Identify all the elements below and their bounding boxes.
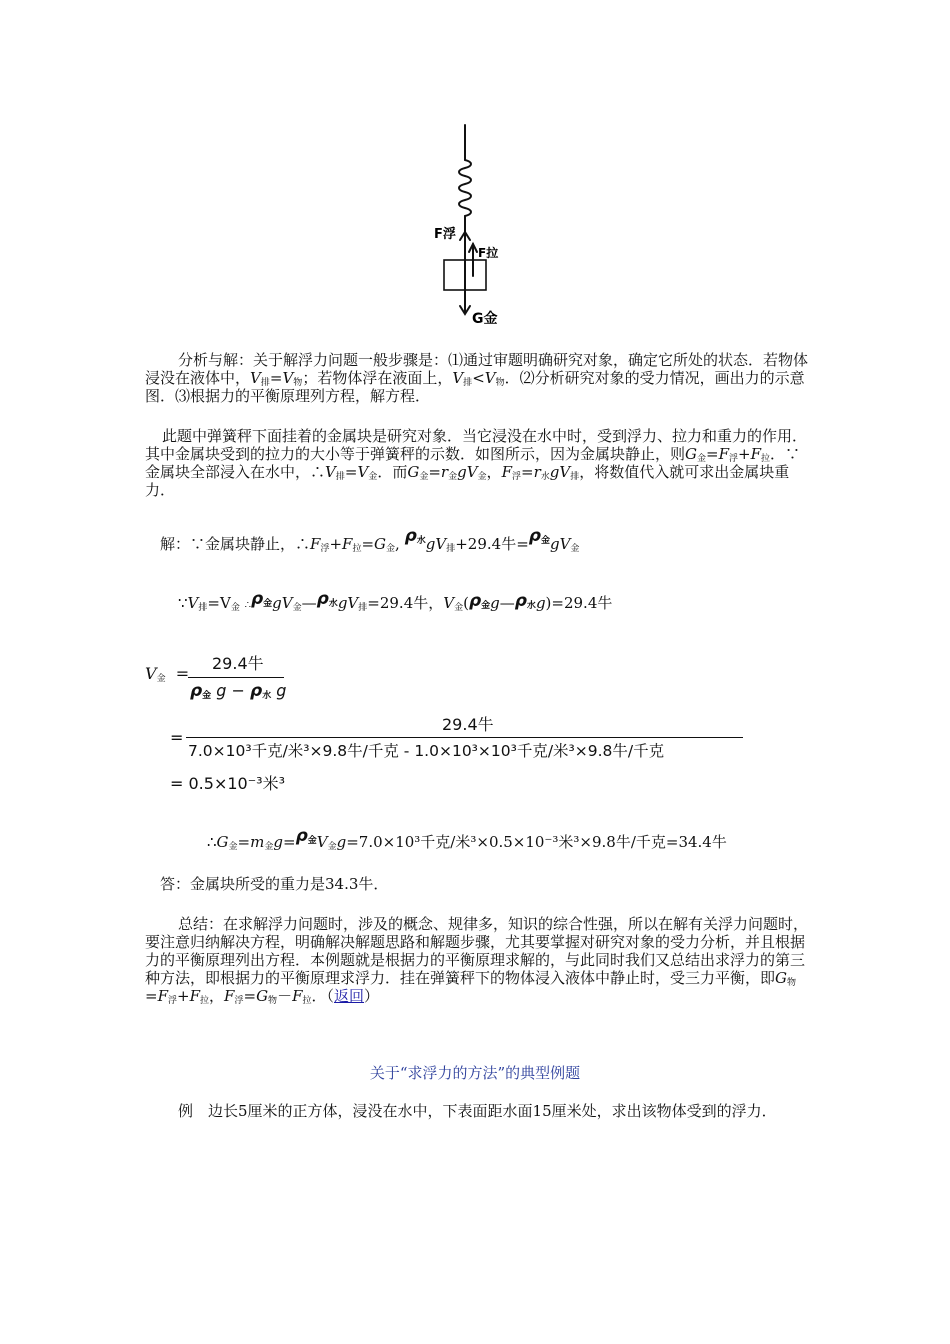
force-diagram-figure bbox=[420, 120, 530, 335]
fraction-bar-1 bbox=[188, 677, 284, 678]
f-float-label: F浮 bbox=[434, 227, 456, 242]
solution-line-1: 解：∵金属块静止，$\therefore F_浮+F_拉=G_金$, ρ水$gV_排+29.4$牛=ρ金$gV_金$ bbox=[160, 526, 580, 554]
section-heading: 关于“求浮力的方法”的典型例题 bbox=[369, 1064, 581, 1082]
equals-sign-2: = bbox=[170, 728, 184, 747]
example-paragraph: 例 边长5厘米的正方体，浸没在水中，下表面距水面15厘米处，求出该物体受到的浮力． bbox=[178, 1102, 777, 1120]
object-paragraph: 此题中弹簧秤下面挂着的金属块是研究对象．当它浸没在水中时，受到浮力、拉力和重力的作用．其中金属块受到的拉力的大小等于弹簧秤的示数．如图所示，因为金属块静止，则$G_金=F_浮+F_拉$．∵金属块全部浸入在水中，$\therefore V_排=V_金$．而$G_金=r_金gV_金$，$F_浮=r_水gV_排$，将数值代入就可求出金属块重力． bbox=[145, 427, 808, 499]
g-gold-label: G金 bbox=[472, 311, 498, 327]
denominator-1: ρ金 g − ρ水 g bbox=[190, 681, 287, 701]
weight-result-line: $\therefore G_金=m_金g=\rho$金$V_金g=7.0\times 10^3$千克/米³×0.5×10⁻³米³×9.8牛/千克=34.4牛 bbox=[207, 826, 727, 852]
answer-text: 答：金属块所受的重力是34.3牛． bbox=[160, 875, 389, 893]
numerator-2: 29.4牛 bbox=[442, 715, 494, 734]
fraction-bar-2 bbox=[186, 737, 743, 738]
rho-gold-symbol: ρ金 bbox=[528, 526, 550, 546]
return-link[interactable]: 返回 bbox=[334, 987, 365, 1005]
summary-paragraph: 总结：在求解浮力问题时，涉及的概念、规律多，知识的综合性强，所以在解有关浮力问题时，要注意归纳解决方程，明确解决解题思路和解题步骤，尤其要掌握对研究对象的受力分析，并且根据力的平衡原理列出方程．本例题就是根据力的平衡原理求解的，与此同时我们又总结出求浮力的第三种方法，即根据力的平衡原理求浮力．挂在弹簧秤下的物体浸入液体中静止时，受三力平衡，即$G_物=F_浮+F_拉$，$F_浮=G_物-F_拉$．（返回） bbox=[145, 915, 809, 1006]
rho-water-symbol: ρ水 bbox=[404, 526, 426, 546]
f-pull-label: F拉 bbox=[478, 246, 499, 260]
analysis-paragraph: 分析与解：关于解浮力问题一般步骤是：⑴通过审题明确研究对象，确定它所处的状态．若物体浸没在液体中，$V_排=V_物$；若物体浮在液面上，$V_排<V_物$．⑵分析研究对象的受力情况，画出力的示意图．⑶根据力的平衡原理列方程，解方程． bbox=[145, 351, 809, 405]
volume-result: = 0.5×10⁻³米³ bbox=[170, 774, 285, 793]
v-gold-symbol: V金 = bbox=[145, 664, 190, 684]
numerator-1: 29.4牛 bbox=[212, 654, 264, 673]
denominator-2: 7.0×10³千克/米³×9.8牛/千克 - 1.0×10³×10³千克/米³×9.8牛/千克 bbox=[188, 742, 665, 760]
solution-line-2: $\because V_排=V_金$ ∴ρ金$gV_金—\rho$水$gV_排=29.4$牛，$V_金(\rho$金g—ρ水g)=29.4牛 bbox=[178, 589, 613, 613]
